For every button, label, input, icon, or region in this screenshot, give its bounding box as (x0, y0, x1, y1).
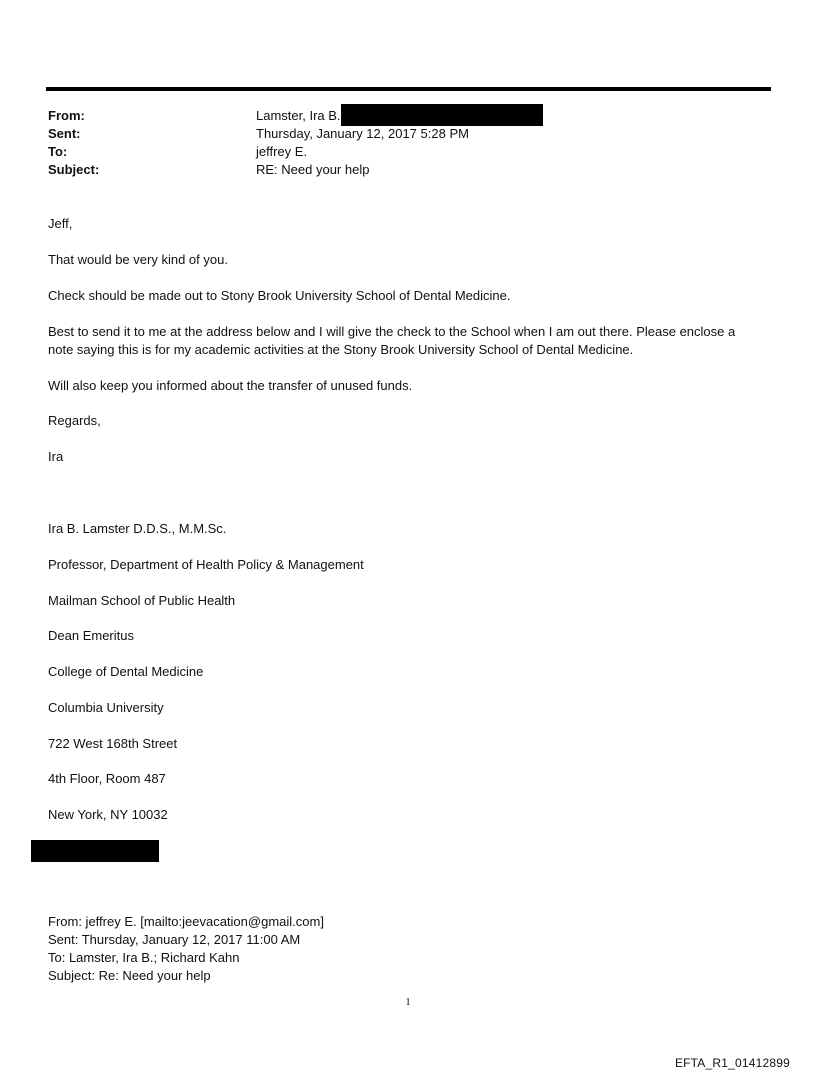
to-value: jeffrey E. (256, 144, 308, 159)
signature-line: Dean Emeritus (48, 628, 134, 643)
header-rule (46, 87, 771, 91)
from-label: From: (48, 108, 85, 123)
sender-name: Ira (48, 449, 64, 464)
subject-label: Subject: (48, 162, 100, 177)
signature-line: 4th Floor, Room 487 (48, 771, 166, 786)
quoted-to: To: Lamster, Ira B.; Richard Kahn (48, 950, 240, 965)
quoted-sent: Sent: Thursday, January 12, 2017 11:00 AM (48, 932, 301, 947)
sent-value: Thursday, January 12, 2017 5:28 PM (256, 126, 469, 141)
body-paragraph-4: Will also keep you informed about the transfer of unused funds. (48, 378, 413, 393)
page-number: 1 (405, 996, 411, 1008)
redaction-phone (31, 840, 159, 862)
closing: Regards, (48, 413, 101, 428)
signature-line: New York, NY 10032 (48, 807, 168, 822)
signature-line: Professor, Department of Health Policy & Management (48, 557, 364, 572)
from-value: Lamster, Ira B. (256, 108, 341, 123)
quoted-subject: Subject: Re: Need your help (48, 968, 211, 983)
body-paragraph-3: Best to send it to me at the address below and I will give the check to the School when I am out there. Please enclose a note saying this is for my academic activities at the Stony Brook University School of Dental Medicine. (48, 324, 736, 357)
to-label: To: (48, 144, 68, 159)
signature-line: Ira B. Lamster D.D.S., M.M.Sc. (48, 521, 227, 536)
signature-line: Mailman School of Public Health (48, 593, 236, 608)
greeting: Jeff, (48, 216, 73, 231)
signature-line: 722 West 168th Street (48, 736, 178, 751)
body-paragraph-1: That would be very kind of you. (48, 252, 228, 267)
subject-value: RE: Need your help (256, 162, 370, 177)
sent-label: Sent: (48, 126, 81, 141)
redaction-email (341, 104, 543, 126)
body-paragraph-2: Check should be made out to Stony Brook University School of Dental Medicine. (48, 288, 511, 303)
signature-line: Columbia University (48, 700, 164, 715)
signature-line: College of Dental Medicine (48, 664, 204, 679)
quoted-from: From: jeffrey E. [mailto:jeevacation@gmail.com] (48, 914, 324, 929)
document-id: EFTA_R1_01412899 (674, 1056, 790, 1070)
